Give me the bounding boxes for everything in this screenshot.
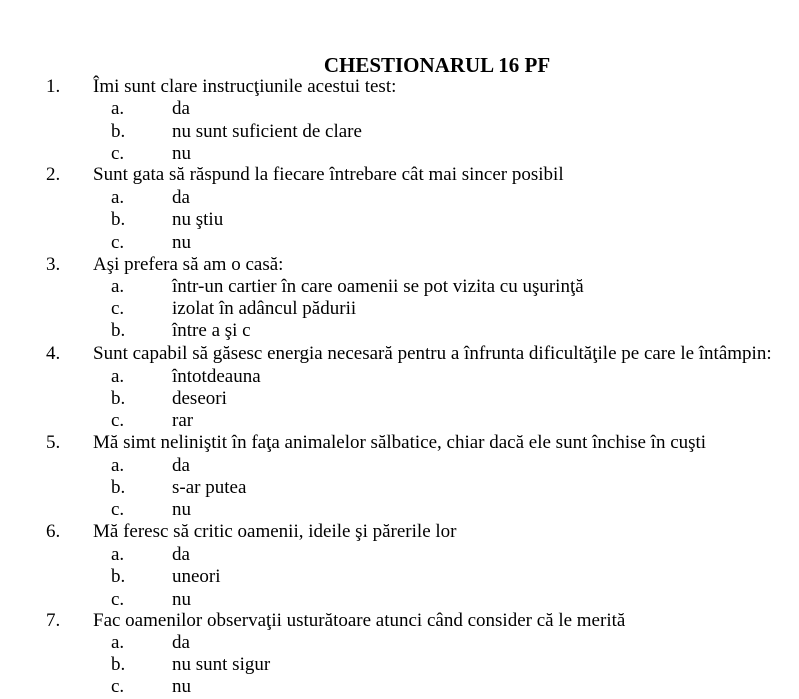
option-text: nu ştiu [172,209,224,230]
option-text: nu [172,589,191,610]
question-number: 6. [46,521,61,542]
option-text: da [172,187,190,208]
option-text: într-un cartier în care oamenii se pot vizita cu uşurinţă [172,276,584,297]
option-letter: b. [111,320,126,341]
option-text: nu [172,499,191,520]
question-number: 1. [46,76,61,97]
option-letter: b. [111,477,126,498]
option-text: da [172,455,190,476]
option-letter: a. [111,187,125,208]
option-letter: a. [111,366,125,387]
option-text: rar [172,410,194,431]
question-text: Sunt capabil să găsesc energia necesară pentru a înfrunta dificultăţile pe care le întâmpin: [93,343,772,364]
option-text: da [172,632,190,653]
option-letter: c. [111,499,125,520]
option-letter: c. [111,410,125,431]
option-letter: c. [111,676,125,697]
question-number: 3. [46,254,61,275]
option-letter: c. [111,589,125,610]
option-letter: b. [111,654,126,675]
option-text: între a şi c [172,320,251,341]
option-text: nu [172,143,191,164]
option-letter: c. [111,143,125,164]
option-text: nu sunt sigur [172,654,271,675]
option-letter: b. [111,121,126,142]
question-text: Mă feresc să critic oamenii, ideile şi părerile lor [93,521,457,542]
question-text: Sunt gata să răspund la fiecare întrebare cât mai sincer posibil [93,164,564,185]
question-number: 5. [46,432,61,453]
option-letter: b. [111,566,126,587]
option-letter: a. [111,632,125,653]
option-letter: b. [111,209,126,230]
option-text: uneori [172,566,221,587]
option-letter: c. [111,298,125,319]
question-text: Fac oamenilor observaţii usturătoare atunci când consider că le merită [93,610,626,631]
question-text: Aşi prefera să am o casă: [93,254,284,275]
document-title: CHESTIONARUL 16 PF [323,53,551,77]
question-number: 7. [46,610,61,631]
option-text: da [172,98,190,119]
option-text: nu [172,676,191,697]
option-text: s-ar putea [172,477,247,498]
option-text: izolat în adâncul pădurii [172,298,357,319]
option-letter: a. [111,276,125,297]
option-letter: c. [111,232,125,253]
question-number: 2. [46,164,61,185]
option-letter: a. [111,544,125,565]
question-text: Îmi sunt clare instrucţiunile acestui test: [93,76,397,97]
question-number: 4. [46,343,61,364]
option-text: da [172,544,190,565]
option-text: nu [172,232,191,253]
option-text: întotdeauna [172,366,261,387]
option-letter: b. [111,388,126,409]
option-text: deseori [172,388,227,409]
option-letter: a. [111,98,125,119]
question-text: Mă simt neliniştit în faţa animalelor sălbatice, chiar dacă ele sunt închise în cuşti [93,432,707,453]
option-text: nu sunt suficient de clare [172,121,362,142]
option-letter: a. [111,455,125,476]
